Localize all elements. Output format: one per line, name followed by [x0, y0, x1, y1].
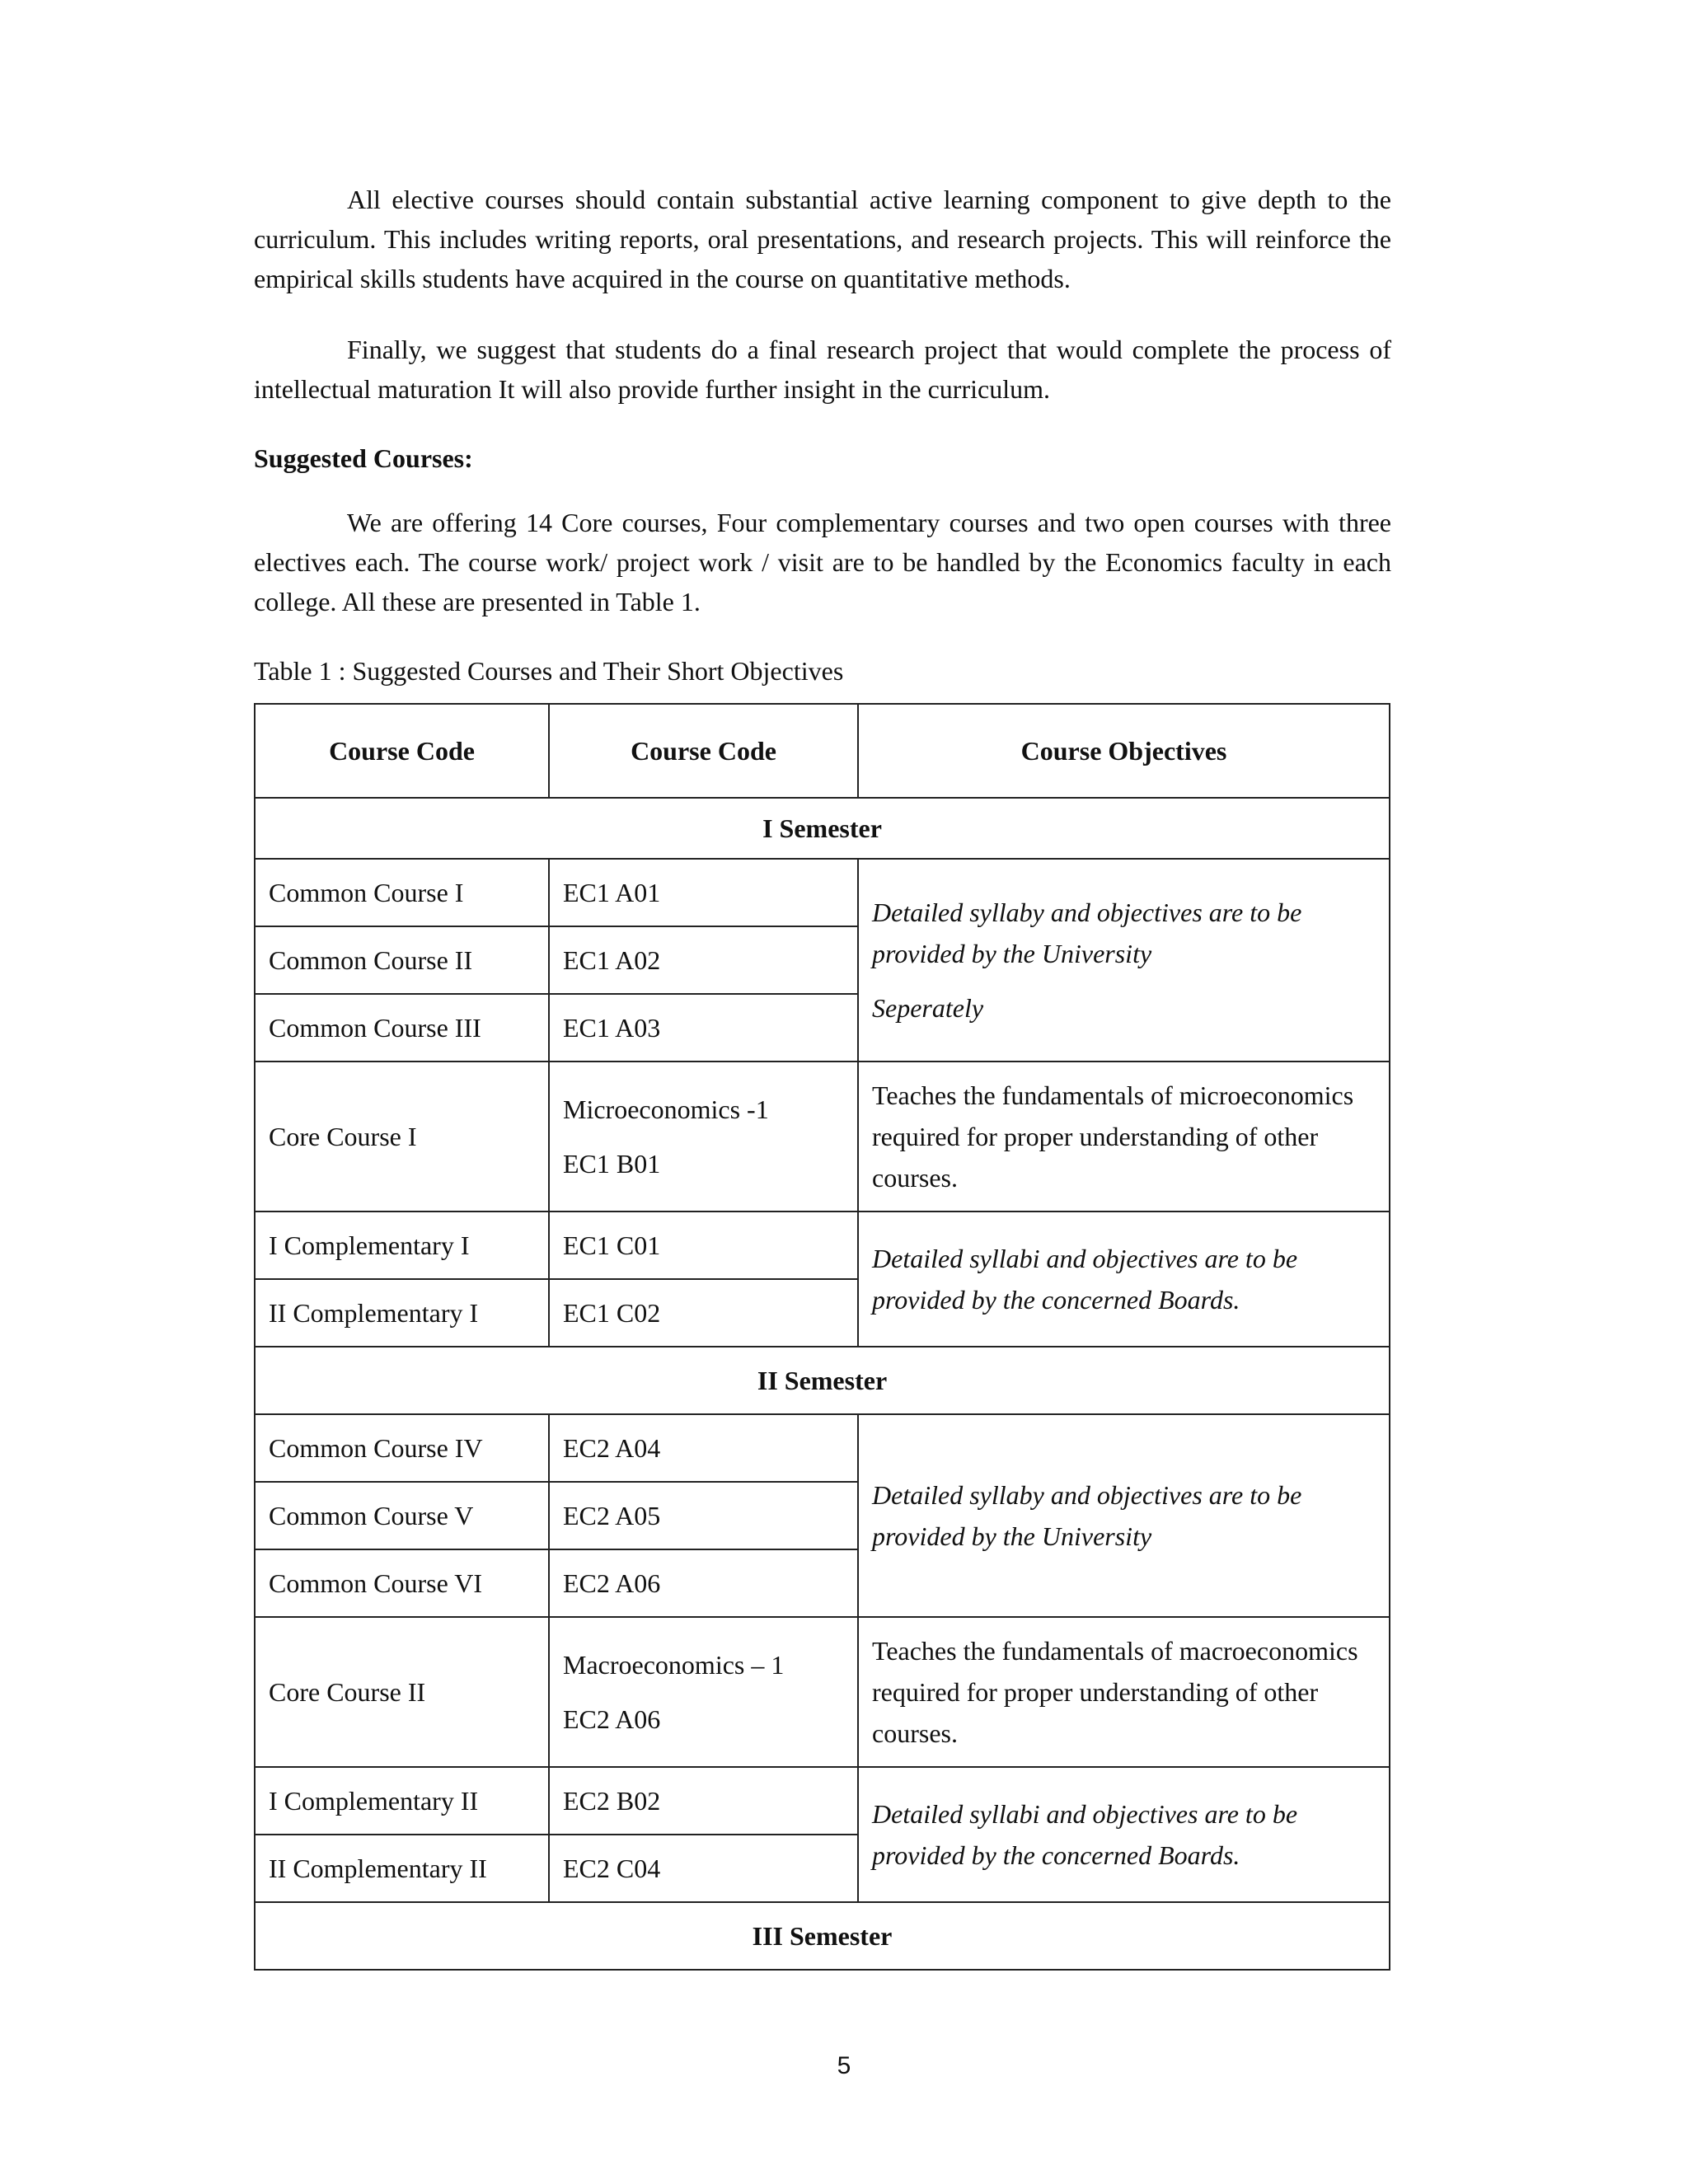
course-code: EC2 B02	[549, 1767, 858, 1835]
course-name: Common Course VI	[255, 1549, 549, 1617]
course-code: EC1 A02	[549, 926, 858, 994]
course-name: Common Course V	[255, 1482, 549, 1549]
table-caption: Table 1 : Suggested Courses and Their Short Objectives	[254, 656, 844, 686]
section-heading: Suggested Courses:	[254, 443, 473, 473]
semester-title: I Semester	[255, 798, 1390, 859]
course-name: II Complementary II	[255, 1835, 549, 1902]
course-name: Common Course I	[255, 859, 549, 926]
course-name: Common Course III	[255, 994, 549, 1062]
semester-row	[255, 1347, 1390, 1414]
column-header: Course Code	[255, 704, 549, 798]
course-name: Core Course I	[255, 1062, 549, 1212]
course-objective: Teaches the fundamentals of macroeconomics required for proper understanding of other courses.	[858, 1617, 1390, 1767]
objective-text: Seperately	[872, 993, 984, 1023]
course-name: Common Course IV	[255, 1414, 549, 1482]
column-header: Course Code	[549, 704, 858, 798]
course-code: EC2 A05	[549, 1482, 858, 1549]
semester-row	[255, 1902, 1390, 1970]
course-objective	[858, 859, 1390, 1062]
course-code-value: EC2 A06	[563, 1704, 661, 1734]
objective-text: Detailed syllaby and objectives are to be provided by the University	[872, 898, 1302, 968]
column-header: Course Objectives	[858, 704, 1390, 798]
course-name: Common Course II	[255, 926, 549, 994]
course-code	[549, 1617, 858, 1767]
semester-title: II Semester	[255, 1347, 1390, 1414]
table-row	[255, 1767, 1390, 1835]
table-row	[255, 1062, 1390, 1212]
table-row	[255, 1617, 1390, 1767]
course-code: EC1 A03	[549, 994, 858, 1062]
course-code: EC1 C01	[549, 1212, 858, 1279]
semester-row	[255, 798, 1390, 859]
course-code: EC2 A04	[549, 1414, 858, 1482]
courses-table	[254, 703, 1390, 1971]
course-title: Microeconomics -1	[563, 1094, 769, 1124]
page-number: 5	[837, 2052, 851, 2079]
course-objective: Detailed syllaby and objectives are to be provided by the University	[858, 1414, 1390, 1617]
course-name: I Complementary I	[255, 1212, 549, 1279]
table-row	[255, 1212, 1390, 1279]
semester-title: III Semester	[255, 1902, 1390, 1970]
course-code	[549, 1062, 858, 1212]
course-title: Macroeconomics – 1	[563, 1650, 785, 1680]
intro-paragraph-electives: All elective courses should contain substantial active learning component to give depth to the curriculum. This includes writing reports, oral presentations, and research projects. This will reinforce the empirical skills students have acquired in the course on quantitative methods.	[254, 185, 1391, 293]
table-header-row	[255, 704, 1390, 798]
course-objective: Detailed syllabi and objectives are to be provided by the concerned Boards.	[858, 1212, 1390, 1347]
course-code: EC1 A01	[549, 859, 858, 926]
course-code: EC2 C04	[549, 1835, 858, 1902]
table-row	[255, 859, 1390, 926]
course-code: EC2 A06	[549, 1549, 858, 1617]
course-code-value: EC1 B01	[563, 1149, 661, 1179]
course-name: Core Course II	[255, 1617, 549, 1767]
course-objective: Teaches the fundamentals of microeconomics required for proper understanding of other courses.	[858, 1062, 1390, 1212]
intro-paragraph-research-project: Finally, we suggest that students do a final research project that would complete the process of intellectual maturation It will also provide further insight in the curriculum.	[254, 335, 1391, 404]
course-code: EC1 C02	[549, 1279, 858, 1347]
intro-paragraph-courses-offered: We are offering 14 Core courses, Four complementary courses and two open courses with three electives each. The course work/ project work / visit are to be handled by the Economics faculty in each college. All these are presented in Table 1.	[254, 508, 1391, 616]
table-row	[255, 1414, 1390, 1482]
course-name: II Complementary I	[255, 1279, 549, 1347]
course-name: I Complementary II	[255, 1767, 549, 1835]
course-objective: Detailed syllabi and objectives are to be provided by the concerned Boards.	[858, 1767, 1390, 1902]
